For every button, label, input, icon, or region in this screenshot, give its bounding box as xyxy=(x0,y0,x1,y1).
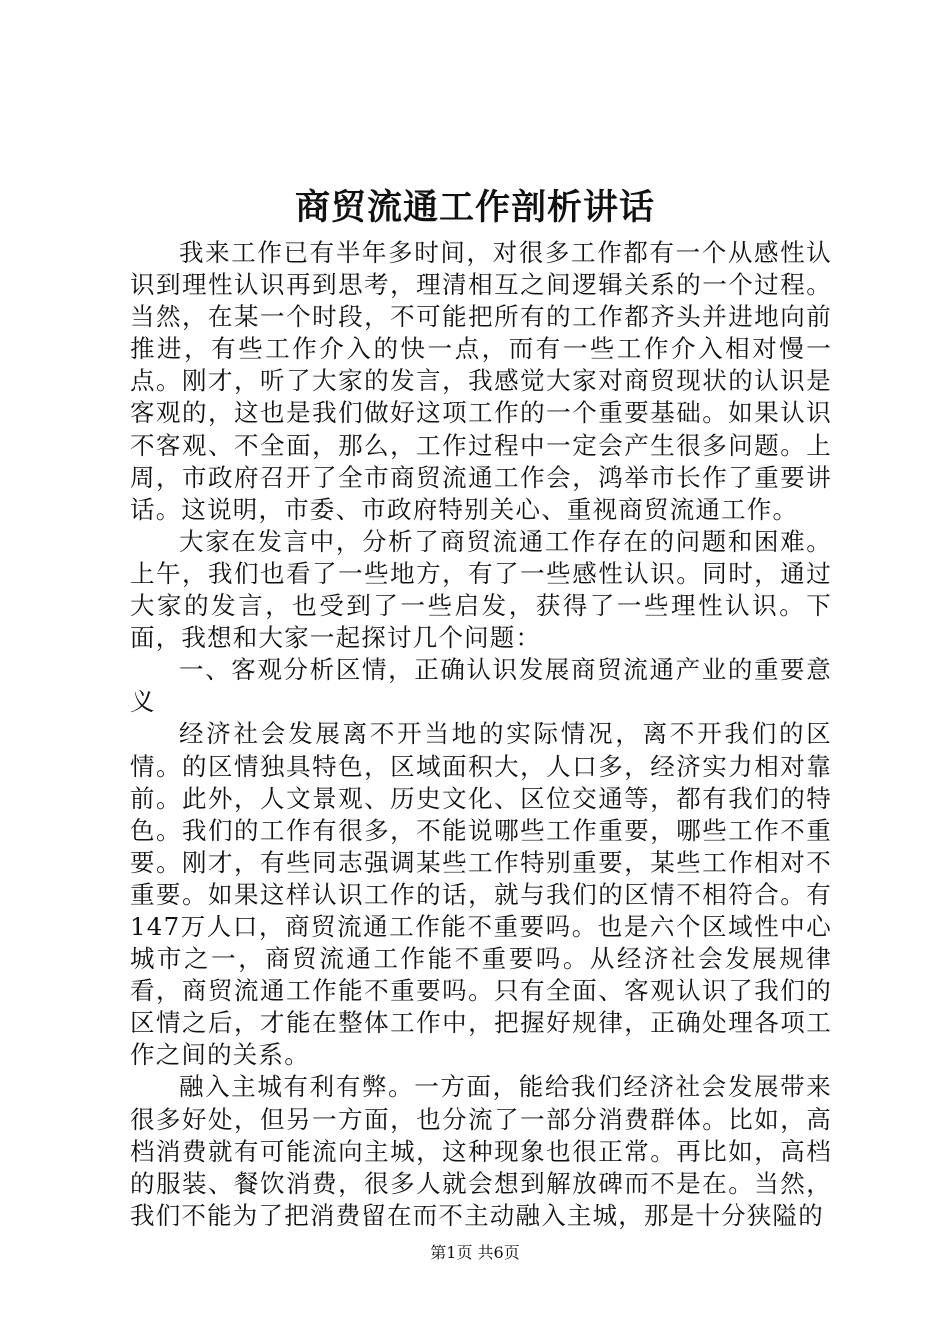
page-footer: 第1页 共6页 xyxy=(430,1243,520,1262)
section-heading-1: 一、客观分析区情，正确认识发展商贸流通产业的重要意义 xyxy=(130,655,832,717)
paragraph-2: 大家在发言中，分析了商贸流通工作存在的问题和困难。上午，我们也看了一些地方，有了一些感性认识。同时，通过大家的发言，也受到了一些启发，获得了一些理性认识。下面，我想和大家一起探讨几个问题： xyxy=(130,526,832,653)
document-title: 商贸流通工作剖析讲话 xyxy=(294,187,655,228)
paragraph-3: 经济社会发展离不开当地的实际情况，离不开我们的区情。的区情独具特色，区域面积大，人口多，经济实力相对靠前。此外，人文景观、历史文化、区位交通等，都有我们的特色。我们的工作有很多，不能说哪些工作重要，哪些工作不重要。刚才，有些同志强调某些工作特别重要，某些工作相对不重要。如果这样认识工作的话，就与我们的区情不相符合。有147万人口，商贸流通工作能不重要吗。也是六个区域性中心城市之一，商贸流通工作能不重要吗。从经济社会发展规律看，商贸流通工作能不重要吗。只有全面、客观认识了我们的区情之后，才能在整体工作中，把握好规律，正确处理各项工作之间的关系。 xyxy=(130,719,832,1070)
paragraph-4: 融入主城有利有弊。一方面，能给我们经济社会发展带来很多好处，但另一方面，也分流了一部分消费群体。比如，高档消费就有可能流向主城，这种现象也很正常。再比如，高档的服装、餐饮消费，很多人就会想到解放碑而不是在。当然，我们不能为了把消费留在而不主动融入主城，那是十分狭隘的 xyxy=(130,1072,832,1230)
paragraph-1: 我来工作已有半年多时间，对很多工作都有一个从感性认识到理性认识再到思考，理清相互之间逻辑关系的一个过程。当然，在某一个时段，不可能把所有的工作都齐头并进地向前推进，有些工作介入的快一点，而有一些工作介入相对慢一点。刚才，听了大家的发言，我感觉大家对商贸现状的认识是客观的，这也是我们做好这项工作的一个重要基础。如果认识不客观、不全面，那么，工作过程中一定会产生很多问题。上周，市政府召开了全市商贸流通工作会，鸿举市长作了重要讲话。这说明，市委、市政府特别关心、重视商贸流通工作。 xyxy=(130,238,832,524)
document-body xyxy=(130,237,832,1232)
